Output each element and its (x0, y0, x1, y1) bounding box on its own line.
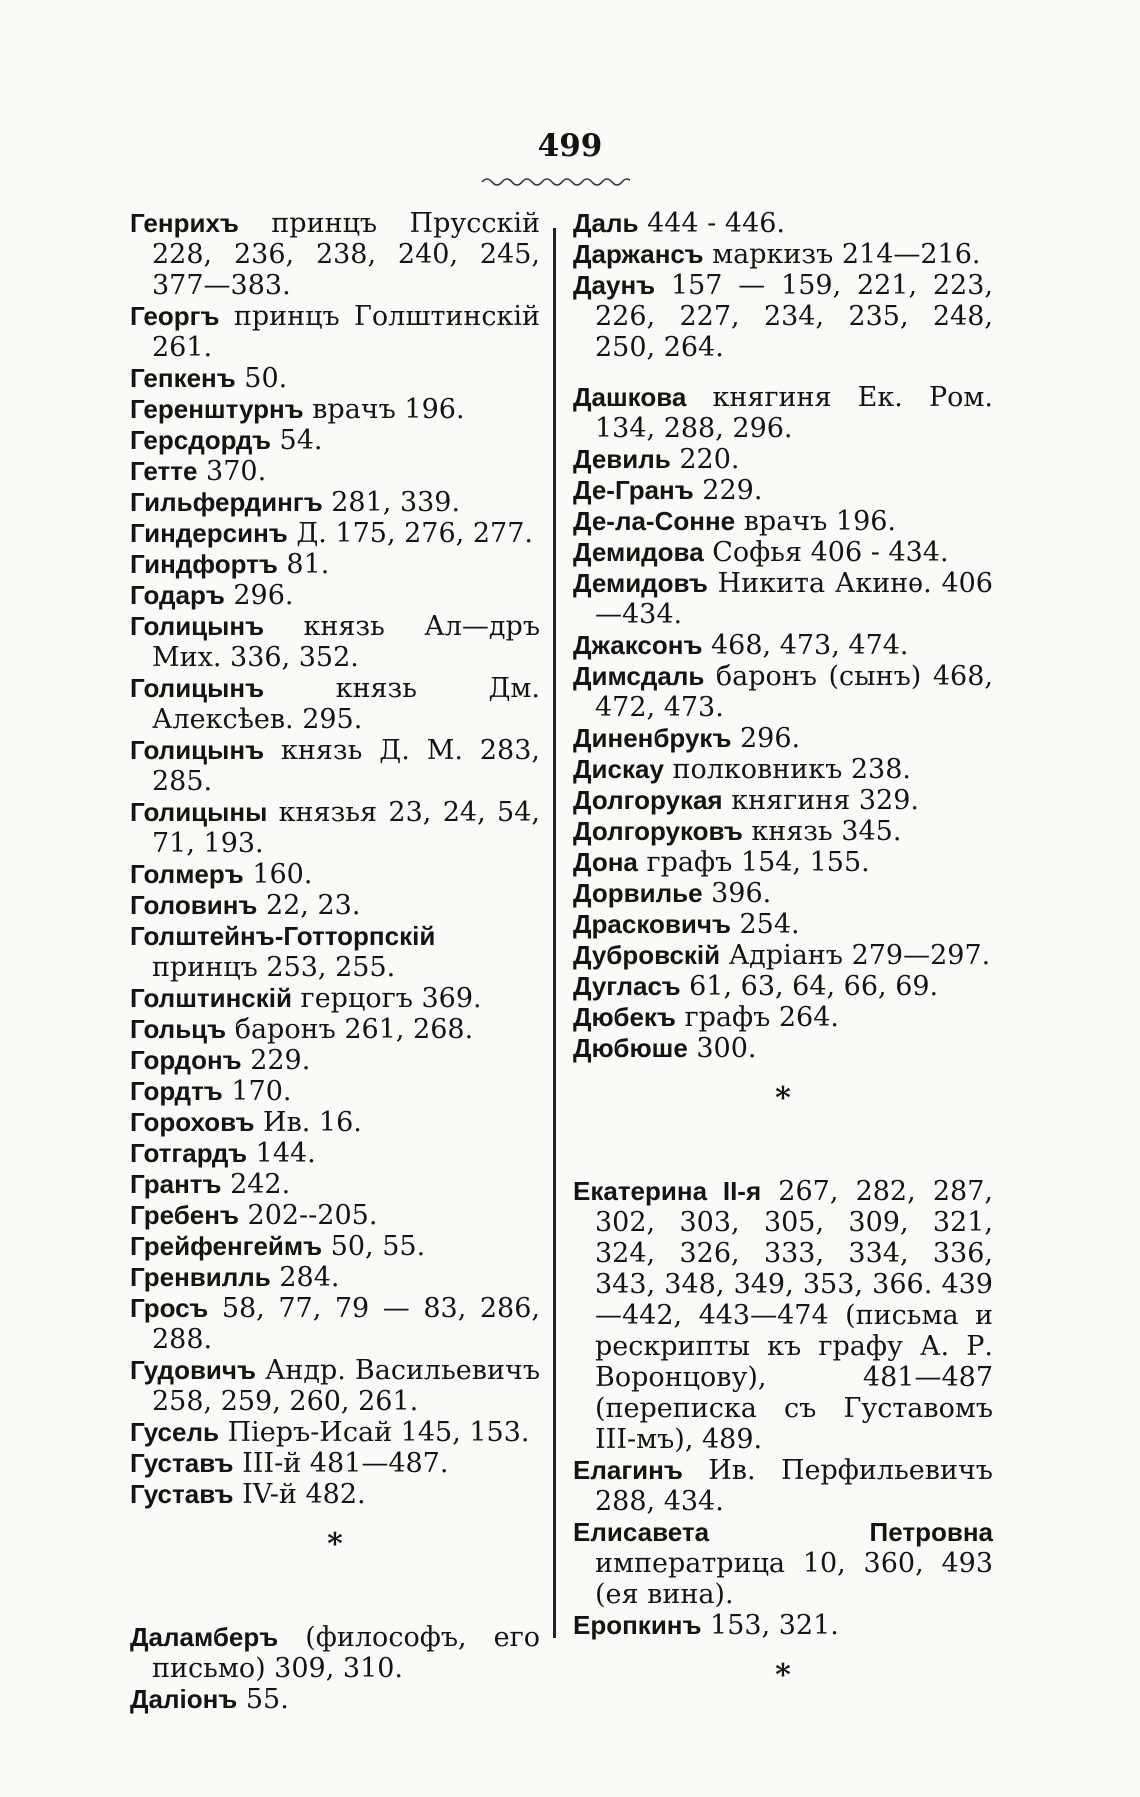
entry-references: княгиня Ек. Ром. 134, 288, 296. (595, 382, 993, 444)
entry-name: Гудовичъ (130, 1355, 256, 1385)
index-entry (130, 580, 540, 611)
entry-name: Гребенъ (130, 1200, 239, 1230)
index-entry (130, 1262, 540, 1293)
entry-references: 22, 23. (257, 890, 361, 921)
entry-name: Елисавета Петровна (573, 1517, 993, 1547)
entry-references: 370. (197, 456, 267, 487)
index-entry (130, 208, 540, 301)
entry-name: Демидовъ (573, 568, 708, 598)
entry-name: Дорвилье (573, 878, 703, 908)
index-entry (573, 630, 993, 661)
decorative-wavy-rule (480, 176, 630, 188)
index-entry (130, 1479, 540, 1510)
entry-name: Голмеръ (130, 859, 244, 889)
index-entry (130, 1076, 540, 1107)
entry-references: 468, 473, 474. (702, 630, 909, 661)
entry-name: Голштейнъ-Готторпскій (130, 921, 436, 951)
entry-references: 144. (247, 1138, 316, 1169)
section-separator: * (775, 1658, 791, 1693)
entry-references: полковникъ 238. (663, 754, 911, 785)
entry-name: Дона (573, 847, 638, 877)
entry-references: III-й 481—487. (233, 1448, 449, 1479)
index-entry (573, 909, 993, 940)
entry-references: 267, 282, 287, 302, 303, 305, 309, 321, 324, 326, 333, 334, 336, 343, 348, 349, 353, 366. 439—442, 443—474 (письма и рескрипты къ графу А. Р. Воронцову), 481—487 (переписка съ Густавомъ III-мъ), 489. (595, 1176, 993, 1455)
index-entry (130, 394, 540, 425)
index-entry (130, 890, 540, 921)
index-entry (130, 1684, 540, 1715)
entry-references: 296. (224, 580, 294, 611)
entry-references: 160. (243, 859, 313, 890)
entry-name: Джаксонъ (573, 630, 703, 660)
index-entry (130, 1355, 540, 1417)
index-entry (573, 1455, 993, 1517)
entry-references: 220. (670, 444, 740, 475)
entry-references: 300. (687, 1033, 757, 1064)
entry-references: маркизъ 214—216. (703, 239, 981, 270)
entry-name: Де-Гранъ (573, 475, 694, 505)
entry-references: Піеръ-Исай 145, 153. (218, 1417, 530, 1448)
page-number: 499 (537, 128, 603, 164)
index-entry (130, 301, 540, 363)
entry-name: Головинъ (130, 890, 258, 920)
entry-name: Долгоруковъ (573, 816, 743, 846)
entry-references: князь Ал—дръ Мих. 336, 352. (152, 611, 540, 673)
index-entry (573, 940, 993, 971)
entry-name: Голицыны (130, 797, 268, 827)
entry-references: принцъ 253, 255. (152, 952, 396, 983)
index-entry (130, 1417, 540, 1448)
entry-references: императрица 10, 360, 493 (ея вина). (595, 1548, 993, 1610)
entry-name: Гетте (130, 456, 198, 486)
entry-name: Дюбекъ (573, 1002, 676, 1032)
index-entry (573, 878, 993, 909)
index-entry (573, 475, 993, 506)
entry-name: Густавъ (130, 1448, 234, 1478)
index-entry (130, 518, 540, 549)
entry-references: 55. (237, 1684, 289, 1715)
index-entry (130, 611, 540, 673)
entry-references: 58, 77, 79 — 83, 286, 288. (152, 1293, 540, 1355)
index-entry (130, 1045, 540, 1076)
entry-name: Даламберъ (130, 1622, 279, 1652)
entry-name: Дугласъ (573, 971, 681, 1001)
index-entry (130, 1293, 540, 1355)
entry-name: Гордонъ (130, 1045, 242, 1075)
entry-references: 296. (731, 723, 801, 754)
entry-name: Гренвилль (130, 1262, 271, 1292)
index-entry (130, 983, 540, 1014)
index-entry (130, 1200, 540, 1231)
index-entry (573, 1517, 993, 1610)
entry-name: Гиндерсинъ (130, 518, 288, 548)
index-entry (573, 785, 993, 816)
entry-name: Девиль (573, 444, 671, 474)
index-entry (130, 1448, 540, 1479)
entry-references: врачъ 196. (735, 506, 897, 537)
entry-references: 54. (270, 425, 323, 456)
entry-name: Драсковичъ (573, 909, 731, 939)
entry-references: князь Д. М. 283, 285. (152, 735, 540, 797)
entry-references: Никита Акинѳ. 406—434. (595, 568, 993, 630)
entry-name: Грантъ (130, 1169, 222, 1199)
entry-references: Андр. Васильевичъ 258, 259, 260, 261. (152, 1355, 540, 1417)
entry-references: IV-й 482. (233, 1479, 366, 1510)
entry-references: принцъ Голштинскій 261. (152, 301, 540, 363)
index-entry (130, 1138, 540, 1169)
entry-references: баронъ (сынъ) 468, 472, 473. (595, 661, 993, 723)
entry-references: врачъ 196. (303, 394, 465, 425)
index-column-right (573, 208, 993, 1711)
index-entry (130, 921, 540, 983)
index-entry (573, 1002, 993, 1033)
index-entry (130, 363, 540, 394)
entry-references: 284. (270, 1262, 340, 1293)
entry-name: Дубровскій (573, 940, 721, 970)
entry-references: принцъ Прусскій 228, 236, 238, 240, 245, 377—383. (152, 208, 540, 301)
index-column-left (130, 208, 540, 1715)
entry-name: Гордтъ (130, 1076, 223, 1106)
entry-references: 50. (235, 363, 288, 394)
entry-name: Голицынъ (130, 735, 265, 765)
entry-references: баронъ 261, 268. (226, 1014, 474, 1045)
entry-references: графъ 154, 155. (637, 847, 870, 878)
entry-references: Ив. Перфильевичъ 288, 434. (595, 1455, 993, 1517)
entry-references: 202--205. (238, 1200, 378, 1231)
entry-name: Даль (573, 208, 639, 238)
entry-references: 153, 321. (701, 1610, 839, 1641)
entry-name: Гороховъ (130, 1107, 255, 1137)
entry-references: князья 23, 24, 54, 71, 193. (152, 797, 540, 859)
entry-name: Дискау (573, 754, 664, 784)
entry-references: Д. 175, 276, 277. (287, 518, 533, 549)
index-entry (130, 425, 540, 456)
index-entry (130, 487, 540, 518)
index-entry (573, 382, 993, 444)
entry-references: Адріанъ 279—297. (720, 940, 991, 971)
entry-name: Гепкенъ (130, 363, 236, 393)
entry-references: 50, 55. (322, 1231, 426, 1262)
index-entry (573, 1176, 993, 1455)
entry-references: княгиня 329. (722, 785, 919, 816)
entry-name: Долгорукая (573, 785, 723, 815)
entry-references: 254. (730, 909, 800, 940)
index-entry (130, 735, 540, 797)
index-entry (573, 506, 993, 537)
entry-name: Даржансъ (573, 239, 704, 269)
section-separator: * (327, 1527, 343, 1562)
entry-references: 157 — 159, 221, 223, 226, 227, 234, 235, 248, 250, 264. (595, 270, 993, 363)
entry-name: Георгъ (130, 301, 220, 331)
index-entry (573, 537, 993, 568)
entry-references: (философъ, его письмо) 309, 310. (152, 1622, 540, 1684)
entry-name: Годаръ (130, 580, 225, 610)
entry-name: Голицынъ (130, 611, 265, 641)
entry-name: Герсдордъ (130, 425, 271, 455)
entry-name: Генрихъ (130, 208, 239, 238)
entry-name: Дюбюше (573, 1033, 688, 1063)
index-entry (573, 661, 993, 723)
index-entry (130, 1169, 540, 1200)
index-entry (130, 673, 540, 735)
entry-references: 281, 339. (322, 487, 461, 518)
index-entry (130, 456, 540, 487)
entry-name: Гусель (130, 1417, 219, 1447)
index-entry (573, 754, 993, 785)
entry-name: Де-ла-Сонне (573, 506, 736, 536)
entry-name: Дашкова (573, 382, 687, 412)
entry-name: Еропкинъ (573, 1610, 702, 1640)
entry-name: Гросъ (130, 1293, 209, 1323)
entry-name: Гиндфортъ (130, 549, 278, 579)
entry-references: князь 345. (742, 816, 902, 847)
entry-name: Екатерина II-я (573, 1176, 762, 1206)
entry-name: Грейфенгеймъ (130, 1231, 323, 1261)
entry-name: Демидова (573, 537, 704, 567)
entry-references: 242. (221, 1169, 291, 1200)
entry-references: герцогъ 369. (291, 983, 482, 1014)
entry-name: Голштинскій (130, 983, 292, 1013)
index-entry (573, 971, 993, 1002)
index-entry (573, 568, 993, 630)
index-entry (573, 816, 993, 847)
index-entry (130, 1107, 540, 1138)
index-entry (130, 797, 540, 859)
entry-name: Даунъ (573, 270, 656, 300)
index-entry (573, 1610, 993, 1641)
entry-name: Геренштурнъ (130, 394, 304, 424)
entry-name: Диненбрукъ (573, 723, 732, 753)
entry-name: Голицынъ (130, 673, 265, 703)
index-entry (573, 208, 993, 239)
entry-references: 229. (241, 1045, 311, 1076)
entry-references: 81. (277, 549, 330, 580)
index-entry (130, 1622, 540, 1684)
index-entry (130, 1014, 540, 1045)
entry-references: 444 - 446. (638, 208, 786, 239)
index-entry (573, 1033, 993, 1064)
entry-references: Ив. 16. (254, 1107, 362, 1138)
entry-name: Гильфердингъ (130, 487, 323, 517)
index-entry (130, 549, 540, 580)
entry-references: Софья 406 - 434. (703, 537, 949, 568)
column-divider (553, 228, 556, 1638)
section-separator: * (775, 1081, 791, 1116)
index-entry (573, 270, 993, 363)
entry-name: Густавъ (130, 1479, 234, 1509)
index-entry (573, 444, 993, 475)
entry-name: Готгардъ (130, 1138, 248, 1168)
entry-references: 61, 63, 64, 66, 69. (680, 971, 939, 1002)
entry-references: графъ 264. (675, 1002, 839, 1033)
entry-name: Даліонъ (130, 1684, 238, 1714)
index-entry (573, 239, 993, 270)
entry-name: Гольцъ (130, 1014, 227, 1044)
entry-references: 229. (693, 475, 763, 506)
entry-references: 396. (702, 878, 772, 909)
entry-name: Димсдаль (573, 661, 705, 691)
index-entry (130, 1231, 540, 1262)
entry-name: Елагинъ (573, 1455, 683, 1485)
index-entry (573, 847, 993, 878)
index-entry (130, 859, 540, 890)
entry-references: 170. (222, 1076, 292, 1107)
entry-references: князь Дм. Алексѣев. 295. (152, 673, 540, 735)
index-entry (573, 723, 993, 754)
